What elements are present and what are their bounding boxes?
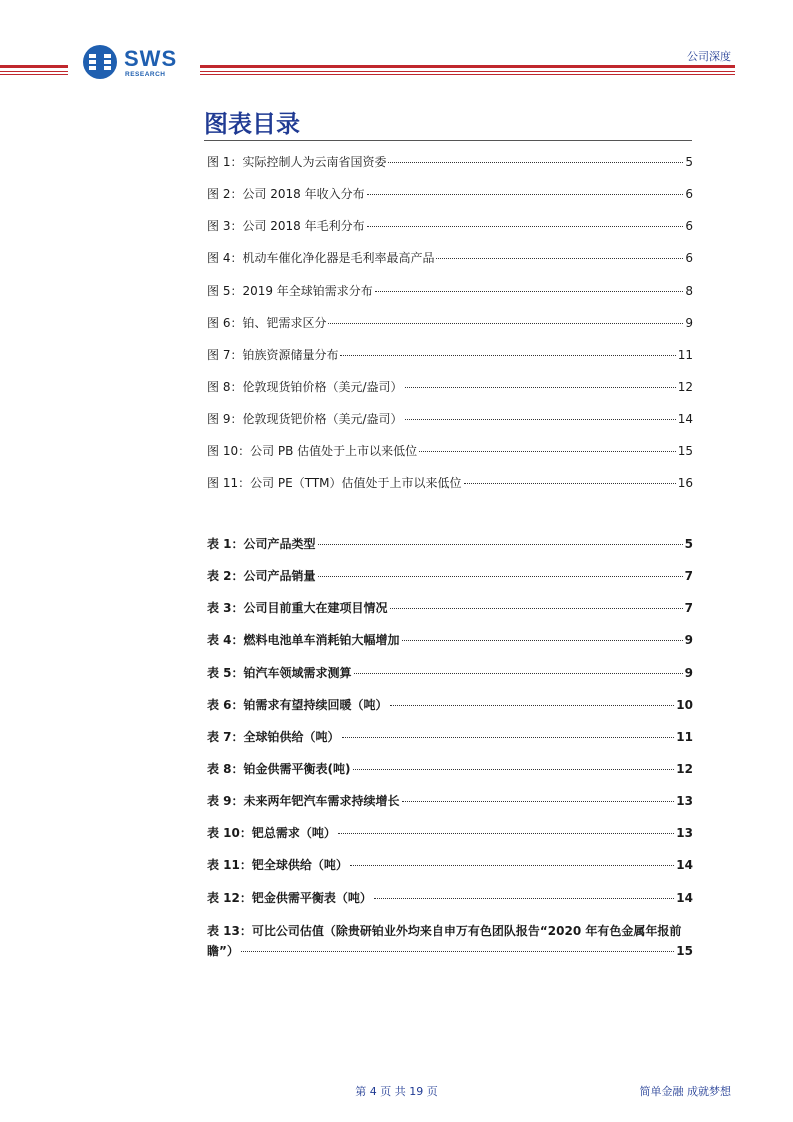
figure-list bbox=[207, 153, 693, 507]
toc-entry[interactable] bbox=[207, 921, 693, 961]
toc-entry[interactable] bbox=[207, 535, 693, 567]
page-number: 第 4 页 共 19 页 bbox=[355, 1085, 438, 1098]
dot-leader bbox=[388, 162, 683, 163]
toc-entry-label: 表 5：铂汽车领域需求测算 bbox=[207, 665, 352, 680]
dot-leader bbox=[436, 258, 683, 259]
toc-entry-label: 表 1：公司产品类型 bbox=[207, 537, 316, 551]
header-rule-right bbox=[200, 65, 735, 75]
toc-entry-label: 图 7：铂族资源储量分布 bbox=[207, 347, 339, 362]
toc-entry-label: 表 13：可比公司估值（除贵研铂业外均来自申万有色团队报告“2020 年有色金属年报前 bbox=[207, 923, 682, 938]
dot-leader bbox=[318, 544, 683, 545]
toc-entry-label-tail: 瞻”） bbox=[207, 943, 239, 958]
toc-entry[interactable] bbox=[207, 185, 693, 217]
toc-entry[interactable] bbox=[207, 346, 693, 378]
toc-entry[interactable] bbox=[207, 599, 693, 631]
toc-entry-label: 表 4：燃料电池单车消耗铂大幅增加 bbox=[207, 633, 400, 648]
toc-entry-page: 7 bbox=[684, 569, 693, 584]
toc-entry-page: 7 bbox=[684, 601, 693, 616]
toc-entry-label: 图 11：公司 PE（TTM）估值处于上市以来低位 bbox=[207, 476, 462, 491]
toc-entry-page: 14 bbox=[677, 412, 693, 427]
toc-entry-label: 图 6：铂、钯需求区分 bbox=[207, 315, 327, 330]
toc-entry-page: 16 bbox=[677, 476, 693, 491]
toc-entry[interactable] bbox=[207, 442, 693, 474]
toc-entry[interactable] bbox=[207, 314, 693, 346]
toc-entry-label: 表 6：铂需求有望持续回暖（吨） bbox=[207, 697, 388, 712]
toc-entry-page: 5 bbox=[684, 537, 693, 551]
report-type-tag: 公司深度 bbox=[687, 50, 731, 63]
toc-entry[interactable] bbox=[207, 410, 693, 442]
toc-entry-label: 图 10：公司 PB 估值处于上市以来低位 bbox=[207, 444, 418, 459]
toc-entry-page: 12 bbox=[677, 379, 693, 394]
dot-leader bbox=[367, 194, 684, 195]
sws-logo-icon bbox=[82, 44, 118, 80]
toc-entry-label: 图 4：机动车催化净化器是毛利率最高产品 bbox=[207, 251, 435, 266]
toc-entry-label: 表 11：钯全球供给（吨） bbox=[207, 858, 348, 873]
toc-entry-page: 13 bbox=[676, 794, 693, 809]
toc-entry-page: 8 bbox=[685, 283, 693, 298]
toc-entry[interactable] bbox=[207, 889, 693, 921]
dot-leader bbox=[464, 483, 676, 484]
dot-leader bbox=[390, 608, 683, 609]
dot-leader bbox=[367, 226, 684, 227]
dot-leader bbox=[374, 898, 674, 899]
toc-entry[interactable] bbox=[207, 728, 693, 760]
toc-entry[interactable] bbox=[207, 249, 693, 281]
toc-entry[interactable] bbox=[207, 824, 693, 856]
toc-entry[interactable] bbox=[207, 760, 693, 792]
logo-subtext: RESEARCH bbox=[125, 71, 166, 78]
title-divider bbox=[204, 140, 692, 141]
toc-entry-label: 图 3：公司 2018 年毛利分布 bbox=[207, 219, 365, 234]
dot-leader bbox=[375, 291, 684, 292]
toc-entry[interactable] bbox=[207, 282, 693, 314]
dot-leader bbox=[342, 737, 675, 738]
toc-entry-label: 表 2：公司产品销量 bbox=[207, 569, 316, 584]
toc-entry-page: 6 bbox=[685, 187, 693, 202]
dot-leader bbox=[354, 673, 683, 674]
toc-entry-label-continued bbox=[207, 941, 693, 961]
toc-entry[interactable] bbox=[207, 631, 693, 663]
dot-leader bbox=[318, 576, 683, 577]
toc-entry-page: 14 bbox=[676, 858, 693, 873]
toc-entry-page: 11 bbox=[676, 729, 693, 744]
toc-entry-label: 图 9：伦敦现货钯价格（美元/盎司） bbox=[207, 412, 403, 427]
dot-leader bbox=[405, 387, 676, 388]
toc-entry-label: 图 1：实际控制人为云南省国资委 bbox=[207, 155, 387, 169]
dot-leader bbox=[353, 769, 675, 770]
toc-entry[interactable] bbox=[207, 696, 693, 728]
toc-entry[interactable] bbox=[207, 856, 693, 888]
toc-entry-page: 11 bbox=[677, 347, 693, 362]
footer-slogan: 简单金融 成就梦想 bbox=[639, 1085, 731, 1098]
toc-entry-page: 13 bbox=[676, 826, 693, 841]
toc-entry[interactable] bbox=[207, 217, 693, 249]
toc-entry-label: 表 3：公司目前重大在建项目情况 bbox=[207, 601, 388, 616]
dot-leader bbox=[405, 419, 676, 420]
dot-leader bbox=[419, 451, 676, 452]
toc-entry-label: 表 7：全球铂供给（吨） bbox=[207, 729, 340, 744]
toc-entry-page: 5 bbox=[685, 155, 693, 169]
toc-entry-label: 表 10：钯总需求（吨） bbox=[207, 826, 336, 841]
toc-title: 图表目录 bbox=[204, 110, 300, 138]
dot-leader bbox=[350, 865, 674, 866]
toc-entry-label: 图 8：伦敦现货铂价格（美元/盎司） bbox=[207, 379, 403, 394]
table-list bbox=[207, 535, 693, 961]
toc-entry[interactable] bbox=[207, 664, 693, 696]
toc-entry-page: 9 bbox=[684, 633, 693, 648]
toc-entry-label: 表 9：未来两年钯汽车需求持续增长 bbox=[207, 794, 400, 809]
dot-leader bbox=[338, 833, 674, 834]
toc-entry-label: 表 12：钯金供需平衡表（吨） bbox=[207, 890, 372, 905]
toc-entry-page: 12 bbox=[676, 761, 693, 776]
dot-leader bbox=[241, 951, 674, 952]
dot-leader bbox=[390, 705, 675, 706]
sws-logo bbox=[82, 44, 182, 82]
toc-entry[interactable] bbox=[207, 567, 693, 599]
toc-entry[interactable] bbox=[207, 792, 693, 824]
toc-entry-page: 6 bbox=[685, 251, 693, 266]
toc-entry[interactable] bbox=[207, 153, 693, 185]
toc-entry-page: 6 bbox=[685, 219, 693, 234]
toc-entry[interactable] bbox=[207, 474, 693, 506]
toc-entry-label: 图 5：2019 年全球铂需求分布 bbox=[207, 283, 373, 298]
toc-entry-page: 15 bbox=[676, 943, 693, 958]
dot-leader bbox=[328, 323, 683, 324]
toc-entry-page: 10 bbox=[676, 697, 693, 712]
header-rule-left bbox=[0, 65, 68, 75]
toc-entry-page: 9 bbox=[685, 315, 693, 330]
logo-text: SWS bbox=[124, 46, 178, 71]
toc-entry-page: 14 bbox=[676, 890, 693, 905]
toc-entry[interactable] bbox=[207, 378, 693, 410]
dot-leader bbox=[402, 640, 683, 641]
dot-leader bbox=[402, 801, 675, 802]
toc-entry-page: 15 bbox=[677, 444, 693, 459]
toc-entry-label: 表 8：铂金供需平衡表(吨) bbox=[207, 761, 351, 776]
toc-entry-label: 图 2：公司 2018 年收入分布 bbox=[207, 187, 365, 202]
toc-entry-page: 9 bbox=[684, 665, 693, 680]
dot-leader bbox=[340, 355, 675, 356]
